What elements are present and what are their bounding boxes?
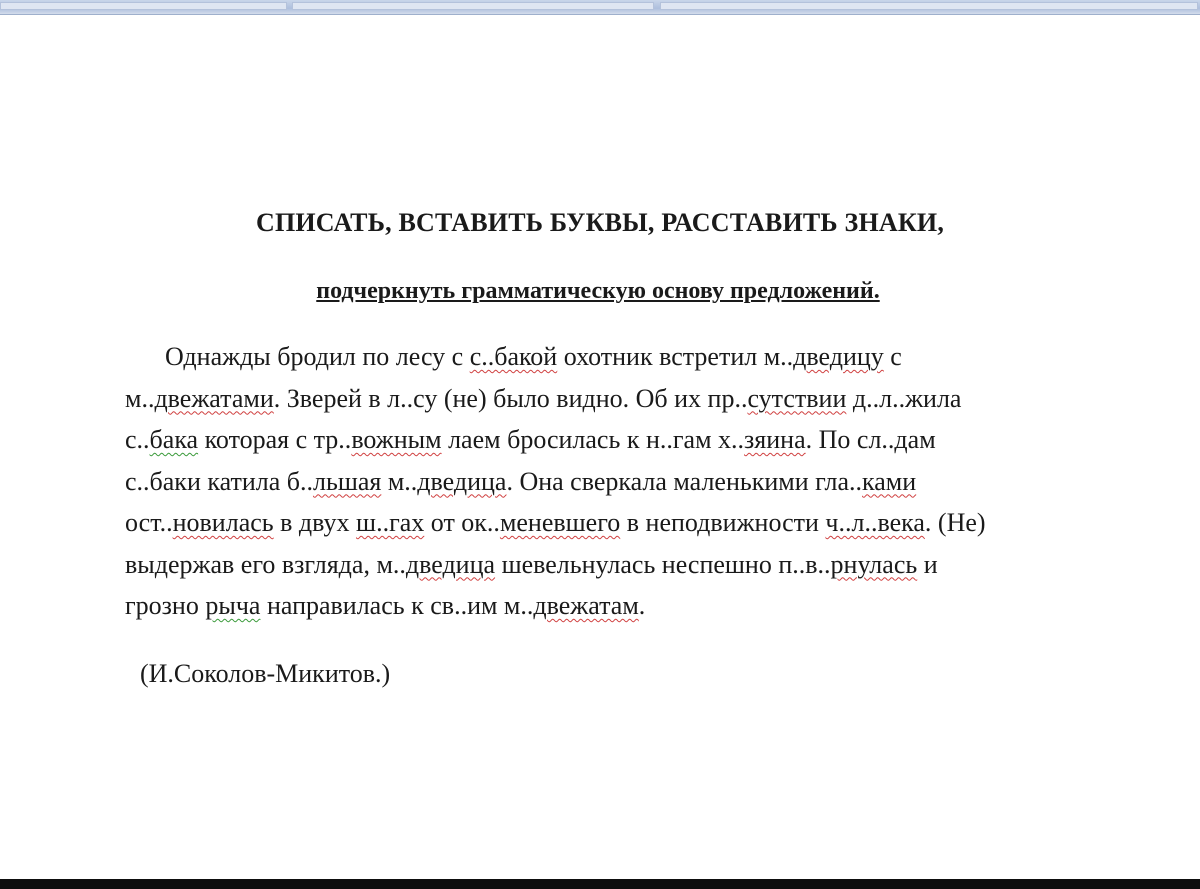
text-run: в неподвижности — [620, 508, 826, 537]
text-line — [125, 585, 1175, 627]
text-run: охотник встретил м.. — [557, 342, 794, 371]
text-run: м.. — [125, 383, 155, 413]
spellcheck-word: зяина — [744, 425, 806, 454]
spellcheck-word: ч..л..века — [825, 508, 925, 537]
text-line — [125, 419, 1175, 461]
spellcheck-word: дведицу — [793, 342, 884, 371]
text-run: . — [638, 591, 646, 620]
spellcheck-word: льшая — [312, 466, 382, 496]
assignment-subtitle: подчеркнуть грамматическую основу предложений. — [316, 278, 880, 304]
spellcheck-word: рнулась — [830, 549, 918, 579]
top-bar-segment — [0, 2, 287, 10]
text-run: с — [883, 342, 902, 371]
text-line — [125, 502, 1175, 544]
spellcheck-word: дведица — [417, 466, 507, 496]
spellcheck-word: новилась — [172, 508, 274, 537]
text-run: Однажды бродил по лесу с — [165, 342, 470, 371]
text-author: (И.Соколов-Микитов.) — [140, 659, 391, 688]
text-run: лаем бросилась к н..гам х.. — [441, 425, 745, 454]
assignment-title: СПИСАТЬ, ВСТАВИТЬ БУКВЫ, РАССТАВИТЬ ЗНАКИ, — [255, 208, 945, 237]
text-run: . (Не) — [924, 508, 986, 537]
text-line — [125, 544, 1175, 586]
text-run: м.. — [381, 466, 418, 496]
text-line — [125, 378, 1175, 420]
text-run: . Она сверкала маленькими гла.. — [506, 466, 863, 496]
top-bar-segment — [660, 2, 1198, 10]
spellcheck-word: с..бакой — [469, 342, 558, 371]
spellcheck-word: ш..гах — [356, 508, 425, 537]
spellcheck-word: ками — [862, 466, 917, 496]
spellcheck-word: меневшего — [499, 508, 621, 537]
text-run: с..баки катила б.. — [125, 466, 313, 496]
text-line — [125, 336, 1175, 378]
top-bar-segment — [292, 2, 654, 10]
grammar-check-word: бака — [149, 425, 199, 454]
text-run: от ок.. — [424, 508, 500, 537]
spellcheck-word: двежатами — [154, 383, 274, 413]
text-run: в двух — [273, 508, 357, 537]
text-run: с.. — [125, 425, 150, 454]
grammar-check-word: рыча — [205, 591, 261, 620]
text-line — [125, 461, 1175, 503]
text-run: которая с тр.. — [198, 425, 352, 454]
window-bottom-bar — [0, 879, 1200, 889]
exercise-text — [125, 336, 1175, 627]
spellcheck-word: дведица — [405, 549, 496, 579]
spellcheck-word: двежатам — [533, 591, 639, 620]
text-run: выдержав его взгляда, м.. — [125, 549, 406, 579]
text-run: направилась к св..им м.. — [260, 591, 534, 620]
text-run: д..л..жила — [846, 383, 962, 413]
window-top-bar — [0, 0, 1200, 15]
text-run: . По сл..дам — [805, 425, 936, 454]
text-run: . Зверей в л..су (не) было видно. Об их пр.. — [273, 383, 748, 413]
spellcheck-word: вожным — [351, 425, 442, 454]
text-run: грозно — [125, 591, 206, 620]
text-run: ост.. — [125, 508, 173, 537]
text-run: шевельнулась неспешно п..в.. — [495, 549, 831, 579]
text-run: и — [917, 549, 938, 579]
spellcheck-word: сутствии — [747, 383, 847, 413]
